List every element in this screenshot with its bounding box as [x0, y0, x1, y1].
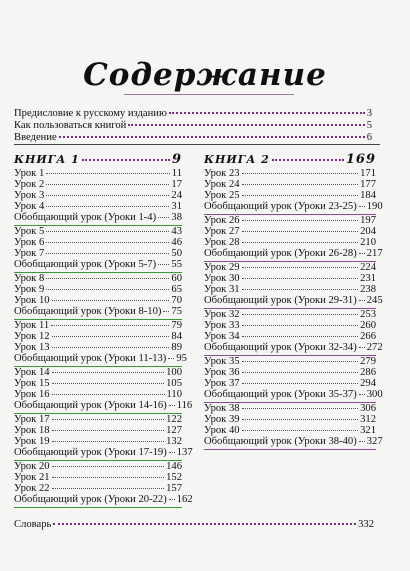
toc-summary-lesson[interactable]: [14, 447, 193, 459]
leader-dots: [52, 347, 170, 348]
toc-page: 171: [360, 168, 376, 179]
leader-dots: [52, 300, 170, 301]
toc-label: Урок 31: [204, 284, 240, 295]
leader-dots: [52, 430, 165, 431]
leader-dots: [359, 206, 365, 207]
toc-label: Урок 1: [14, 168, 45, 179]
leader-dots: [158, 264, 169, 265]
toc-label: Обобщающий урок (Уроки 17-19): [14, 447, 167, 458]
title-underline: [124, 94, 294, 95]
leader-dots: [52, 394, 165, 395]
toc-page: 95: [176, 353, 187, 364]
toc-label: Урок 6: [14, 237, 45, 248]
leader-dots: [52, 336, 170, 337]
toc-label: Обобщающий урок (Уроки 38-40): [204, 436, 357, 447]
toc-label: Урок 3: [14, 190, 45, 201]
leader-dots: [168, 358, 174, 359]
leader-dots: [359, 253, 365, 254]
toc-page: 105: [166, 378, 182, 389]
toc-label: Урок 10: [14, 295, 50, 306]
leader-dots: [169, 452, 175, 453]
toc-summary-lesson[interactable]: [204, 436, 383, 448]
book-1-heading[interactable]: [14, 154, 182, 166]
toc-label: Урок 24: [204, 179, 240, 190]
toc-page: 260: [360, 320, 376, 331]
leader-dots: [158, 217, 169, 218]
toc-page: 146: [166, 461, 182, 472]
toc-label: Урок 28: [204, 237, 240, 248]
toc-page: 332: [358, 519, 374, 530]
toc-page: 312: [360, 414, 376, 425]
toc-label: Обобщающий урок (Уроки 5-7): [14, 259, 157, 270]
leader-dots: [169, 112, 365, 114]
toc-label: Обобщающий урок (Уроки 1-4): [14, 212, 157, 223]
toc-label: Обобщающий урок (Уроки 32-34): [204, 342, 357, 353]
toc-summary-lesson[interactable]: [204, 389, 383, 401]
toc-label: Урок 12: [14, 331, 50, 342]
leader-dots: [242, 289, 359, 290]
leader-dots: [46, 173, 170, 174]
leader-dots: [359, 347, 365, 348]
toc-label: Урок 32: [204, 309, 240, 320]
leader-dots: [272, 159, 344, 161]
leader-dots: [128, 124, 364, 126]
toc-label: Обобщающий урок (Уроки 20-22): [14, 494, 167, 505]
toc-page: 224: [360, 262, 376, 273]
toc-page: 3: [366, 108, 372, 119]
toc-page: 245: [366, 295, 383, 306]
toc-label: Урок 11: [14, 320, 50, 331]
leader-dots: [242, 184, 359, 185]
leader-dots: [163, 311, 169, 312]
toc-page: 50: [171, 248, 182, 259]
toc-page: 70: [171, 295, 182, 306]
toc-label: Урок 7: [14, 248, 45, 259]
toc-label: Обобщающий урок (Уроки 14-16): [14, 400, 167, 411]
toc-summary-lesson[interactable]: [204, 201, 383, 213]
toc-label: Урок 39: [204, 414, 240, 425]
toc-label: Урок 33: [204, 320, 240, 331]
toc-summary-lesson[interactable]: [204, 342, 383, 354]
toc-page: 116: [176, 400, 193, 411]
toc-page: 31: [171, 201, 182, 212]
toc-front-2[interactable]: [14, 120, 372, 132]
toc-label: Обобщающий урок (Уроки 23-25): [204, 201, 357, 212]
toc-front-1[interactable]: [14, 108, 372, 120]
leader-dots: [52, 466, 165, 467]
toc-page: 253: [360, 309, 376, 320]
leader-dots: [169, 405, 175, 406]
leader-dots: [242, 220, 359, 221]
toc-label: Урок 36: [204, 367, 240, 378]
toc-label: Урок 5: [14, 226, 45, 237]
leader-dots: [52, 372, 165, 373]
leader-dots: [46, 278, 169, 279]
toc-label: Урок 26: [204, 215, 240, 226]
toc-page: 38: [171, 212, 182, 223]
book-page: 169: [345, 152, 376, 167]
toc-label: Урок 25: [204, 190, 240, 201]
toc-label: Урок 17: [14, 414, 50, 425]
toc-page: 266: [360, 331, 376, 342]
leader-dots: [242, 361, 359, 362]
toc-page: 162: [176, 494, 193, 505]
group-separator: [14, 507, 182, 508]
toc-page: 306: [360, 403, 376, 414]
leader-dots: [242, 278, 359, 279]
toc-page: 55: [171, 259, 182, 270]
toc-page: 157: [166, 483, 182, 494]
toc-label: Урок 20: [14, 461, 50, 472]
toc-page: 321: [360, 425, 376, 436]
leader-dots: [242, 173, 359, 174]
leader-dots: [242, 314, 359, 315]
toc-page: 217: [366, 248, 383, 259]
toc-page: 152: [166, 472, 182, 483]
toc-page: 127: [166, 425, 182, 436]
leader-dots: [242, 325, 359, 326]
leader-dots: [46, 231, 169, 232]
toc-page: 89: [171, 342, 182, 353]
leader-dots: [46, 195, 169, 196]
group-separator: [204, 449, 376, 450]
book-2-heading[interactable]: [204, 154, 376, 166]
toc-label: Урок 4: [14, 201, 45, 212]
toc-page: 43: [171, 226, 182, 237]
leader-dots: [46, 253, 169, 254]
toc-summary-lesson[interactable]: [14, 212, 182, 224]
toc-label: Урок 8: [14, 273, 45, 284]
toc-front-3[interactable]: [14, 132, 372, 144]
toc-label: Урок 21: [14, 472, 50, 483]
toc-label: Урок 34: [204, 331, 240, 342]
toc-page: 204: [360, 226, 376, 237]
book-page: 9: [171, 152, 182, 167]
toc-page: 17: [171, 179, 182, 190]
toc-summary-lesson[interactable]: [204, 248, 383, 260]
leader-dots: [52, 419, 165, 420]
toc-label: Урок 30: [204, 273, 240, 284]
leader-dots: [46, 206, 169, 207]
toc-label: Урок 22: [14, 483, 50, 494]
book-label: КНИГА 2: [204, 153, 270, 166]
toc-page: 197: [360, 215, 376, 226]
toc-label: Урок 37: [204, 378, 240, 389]
toc-page: 60: [171, 273, 182, 284]
toc-label: Урок 23: [204, 168, 240, 179]
book-label: КНИГА 1: [14, 153, 80, 166]
toc-page: 286: [360, 367, 376, 378]
toc-page: 65: [171, 284, 182, 295]
toc-page: 79: [171, 320, 182, 331]
toc-summary-lesson[interactable]: [14, 259, 182, 271]
leader-dots: [52, 488, 165, 489]
toc-page: 137: [176, 447, 193, 458]
leader-dots: [46, 184, 169, 185]
toc-page: 132: [166, 436, 182, 447]
leader-dots: [82, 159, 170, 161]
leader-dots: [359, 394, 365, 395]
toc-summary-lesson[interactable]: [14, 353, 187, 365]
toc-summary-lesson[interactable]: [204, 295, 383, 307]
toc-page: 190: [366, 201, 383, 212]
leader-dots: [59, 136, 365, 138]
leader-dots: [242, 195, 359, 196]
leader-dots: [53, 523, 356, 525]
toc-page: 300: [366, 389, 383, 400]
toc-label: Обобщающий урок (Уроки 35-37): [204, 389, 357, 400]
toc-label: Урок 15: [14, 378, 50, 389]
toc-label: Урок 40: [204, 425, 240, 436]
toc-page: 122: [166, 414, 182, 425]
toc-label: Обобщающий урок (Уроки 8-10): [14, 306, 162, 317]
toc-summary-lesson[interactable]: [14, 494, 193, 506]
leader-dots: [359, 300, 365, 301]
toc-label: Урок 16: [14, 389, 50, 400]
leader-dots: [52, 383, 165, 384]
toc-page: 238: [360, 284, 376, 295]
leader-dots: [242, 372, 359, 373]
toc-page: 210: [360, 237, 376, 248]
toc-summary-lesson[interactable]: [14, 306, 182, 318]
toc-page: 6: [366, 132, 372, 143]
leader-dots: [51, 325, 169, 326]
leader-dots: [242, 267, 359, 268]
leader-dots: [242, 430, 359, 431]
toc-page: 100: [166, 367, 182, 378]
toc-label: Введение: [14, 132, 57, 143]
toc-label: Обобщающий урок (Уроки 11-13): [14, 353, 167, 364]
leader-dots: [242, 408, 359, 409]
toc-label: Урок 9: [14, 284, 45, 295]
toc-page: 184: [360, 190, 376, 201]
leader-dots: [242, 383, 359, 384]
toc-label: Урок 35: [204, 356, 240, 367]
toc-label: Урок 27: [204, 226, 240, 237]
toc-label: Как пользоваться книгой: [14, 120, 127, 131]
toc-summary-lesson[interactable]: [14, 400, 193, 412]
toc-page: 272: [366, 342, 383, 353]
toc-label: Урок 29: [204, 262, 240, 273]
toc-label: Урок 38: [204, 403, 240, 414]
toc-page: 177: [360, 179, 376, 190]
toc-label: Урок 18: [14, 425, 50, 436]
leader-dots: [46, 289, 169, 290]
leader-dots: [46, 242, 169, 243]
toc-page: 327: [366, 436, 383, 447]
toc-label: Урок 2: [14, 179, 45, 190]
toc-page: 84: [171, 331, 182, 342]
leader-dots: [242, 231, 359, 232]
toc-label: Словарь: [14, 519, 52, 530]
leader-dots: [359, 441, 365, 442]
toc-dictionary[interactable]: [14, 519, 374, 531]
toc-page: 110: [166, 389, 182, 400]
leader-dots: [52, 477, 165, 478]
toc-page: 46: [171, 237, 182, 248]
toc-page: 231: [360, 273, 376, 284]
toc-page: 24: [171, 190, 182, 201]
toc-label: Урок 19: [14, 436, 50, 447]
toc-label: Урок 14: [14, 367, 50, 378]
toc-label: Обобщающий урок (Уроки 29-31): [204, 295, 357, 306]
leader-dots: [169, 499, 175, 500]
leader-dots: [242, 419, 359, 420]
front-matter-divider: [14, 144, 380, 145]
toc-label: Урок 13: [14, 342, 50, 353]
toc-label: Обобщающий урок (Уроки 26-28): [204, 248, 357, 259]
toc-page: 75: [171, 306, 183, 317]
toc-page: 5: [366, 120, 372, 131]
leader-dots: [242, 336, 359, 337]
toc-page: 294: [360, 378, 376, 389]
leader-dots: [242, 242, 359, 243]
toc-label: Предисловие к русскому изданию: [14, 108, 167, 119]
leader-dots: [52, 441, 165, 442]
toc-page: 11: [171, 168, 182, 179]
toc-page: 279: [360, 356, 376, 367]
page-title: Содержание: [83, 57, 327, 93]
